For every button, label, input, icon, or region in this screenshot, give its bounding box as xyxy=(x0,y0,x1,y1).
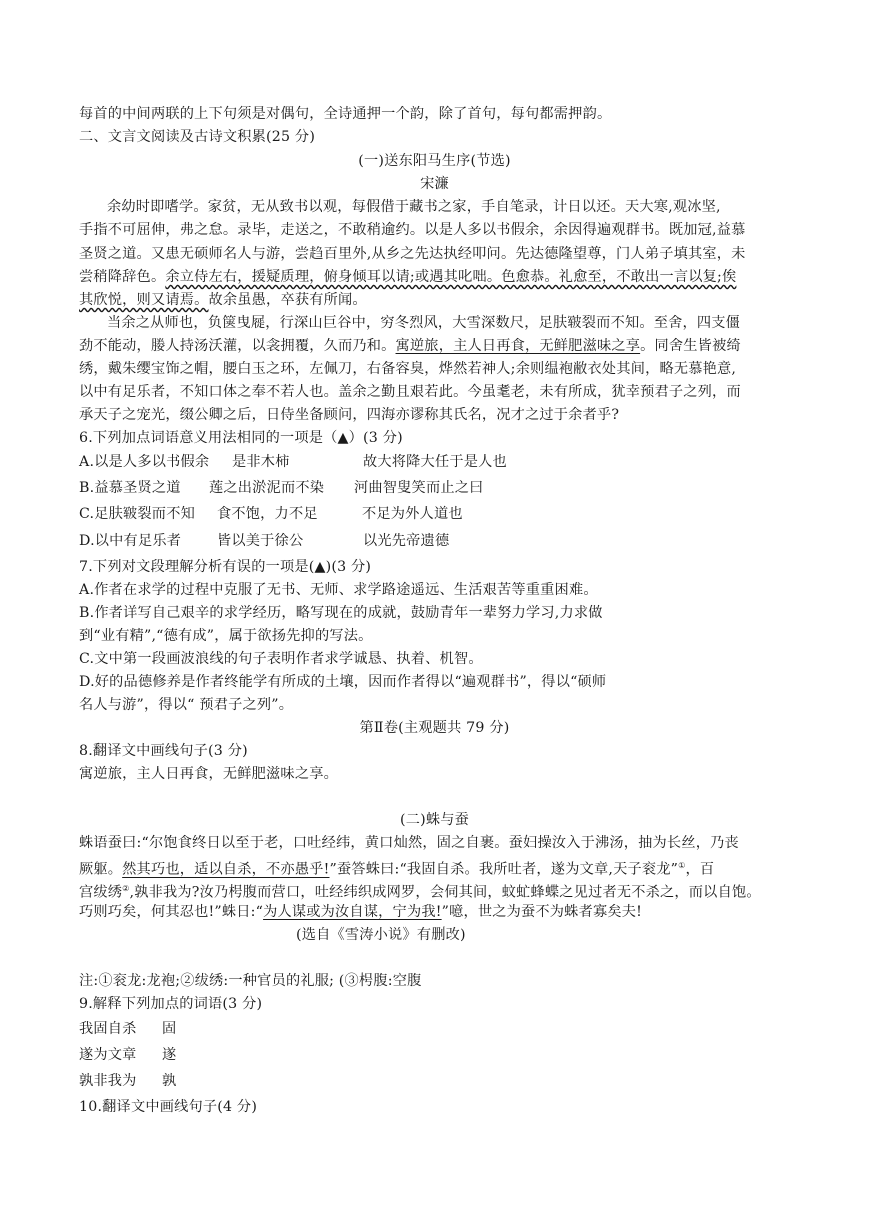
option-text: 是非木柿 xyxy=(232,454,290,470)
paragraph-line xyxy=(79,856,714,880)
passage-title: (一)送东阳马生序(节选) xyxy=(358,153,511,169)
intro-line: 每首的中间两联的上下句须是对偶句，全诗通押一个韵，除了首句，每句都需押韵。 xyxy=(79,106,612,122)
paragraph-line xyxy=(79,336,741,356)
option-6c xyxy=(79,504,463,524)
text-span: 厥躯。 xyxy=(79,861,123,878)
option-text: D.以中有足乐者 xyxy=(79,533,182,549)
option-6b xyxy=(79,478,484,498)
option-7d: D.好的品德修养是作者终能学有所成的土壤，因而作者得以“遍观群书”，得以“硕师 xyxy=(79,674,607,690)
paragraph-line xyxy=(79,902,642,922)
question-9-item xyxy=(79,1045,177,1065)
option-6a xyxy=(79,452,507,472)
wavy-underlined-sentence: 其欣悦，则又请焉。 xyxy=(79,292,209,308)
paragraph-line: 承天子之宠光，缀公卿之后，日侍坐备顾问，四海亦谬称其氏名，况才之过于余者乎? xyxy=(79,407,620,423)
option-text: 不足为外人道也 xyxy=(362,506,463,522)
paragraph-line xyxy=(79,879,761,903)
footnote-mark: ① xyxy=(678,861,686,870)
option-6d xyxy=(79,531,450,551)
wavy-underlined-sentence: 余立侍左右，援疑质理，俯身倾耳以请;或遇其叱咄。色愈恭。礼愈至，不敢出一言以复;俟 xyxy=(165,269,737,285)
text-span: ,孰非我为?汝乃枵腹而营口，吐经纬织成网罗，会伺其间，蚊虻蜂蝶之见过者无不杀之，而以自饱。 xyxy=(129,884,761,901)
text-span: 宫绂绣 xyxy=(79,884,123,901)
text-span: ”蚕答蛛曰:“我固自杀。我所吐者，遂为文章,天子衮龙” xyxy=(329,861,679,878)
answer-word: 孰 xyxy=(162,1073,177,1089)
question-7: 7.下列对文段理解分析有误的一项是(▲)(3 分) xyxy=(79,559,372,575)
paragraph-line: 当余之从师也，负箧曳屣，行深山巨谷中，穷冬烈风，大雪深数尺，足肤皲裂而不知。至舍，四支僵 xyxy=(107,315,741,331)
question-10: 10.翻译文中画线句子(4 分) xyxy=(79,1099,258,1115)
question-8-sentence: 寓逆旅，主人日再食，无鲜肥滋味之享。 xyxy=(79,766,338,782)
option-text: 皆以美于徐公 xyxy=(217,533,304,549)
paragraph-line: 绣，戴朱缨宝饰之帽，腰白玉之环，左佩刀，右备容臭，烨然若神人;余则缊袍敝衣处其间，略无慕艳意, xyxy=(79,361,737,377)
underlined-sentence: 然其巧也，适以自杀，不亦愚乎! xyxy=(122,861,330,878)
answer-word: 固 xyxy=(162,1021,177,1037)
source-note: (选自《雪涛小说》有删改) xyxy=(296,927,466,943)
paragraph-line: 以中有足乐者，不知口体之奉不若人也。盖余之勤且艰若此。今虽耄老，未有所成，犹幸预君子之列，而 xyxy=(79,384,741,400)
option-text: 莲之出淤泥而不染 xyxy=(209,480,325,496)
option-7b-cont: 到“业有精”,“德有成”，属于欲扬先抑的写法。 xyxy=(79,628,373,644)
text-span: 。同舍生皆被绮 xyxy=(640,338,741,354)
volume-heading: 第Ⅱ卷(主观题共 79 分) xyxy=(359,720,510,736)
text-span: 劲不能动，媵人持汤沃灌，以衾拥覆，久而乃和。 xyxy=(79,338,396,354)
option-7b: B.作者详写自己艰辛的求学经历，略写现在的成就，鼓励青年一辈努力学习,力求做 xyxy=(79,605,603,621)
option-text: 食不饱，力不足 xyxy=(217,506,318,522)
option-text: A.以是人多以书假余 xyxy=(79,454,210,470)
paragraph-line xyxy=(79,290,367,310)
paragraph-line: 手指不可屈伸，弗之怠。录毕，走送之，不敢稍逾约。以是人多以书假余，余因得遍观群书。既加冠,益慕 xyxy=(79,222,746,238)
option-7a: A.作者在求学的过程中克服了无书、无师、求学路途遥远、生活艰苦等重重困难。 xyxy=(79,582,598,598)
question-9: 9.解释下列加点的词语(3 分) xyxy=(79,996,263,1012)
paragraph-line: 蛛语蚕曰:“尔饱食终日以至于老，口吐经纬，黄口灿然，固之自裹。蚕妇操汝入于沸汤，抽为长丝，乃丧 xyxy=(79,835,739,851)
underlined-sentence: 为人谋或为汝自谋，宁为我! xyxy=(263,904,442,920)
passage-author: 宋濂 xyxy=(420,176,449,192)
phrase: 遂为文章 xyxy=(79,1047,137,1063)
option-text: C.足肤皲裂而不知 xyxy=(79,506,195,522)
section-heading: 二、文言文阅读及古诗文积累(25 分) xyxy=(79,129,316,145)
passage-title: (二)蛛与蚕 xyxy=(399,812,470,828)
footnotes: 注:①衮龙:龙袍;②绂绣:一种官员的礼服; (③枵腹:空腹 xyxy=(79,973,422,989)
footnote-mark: ② xyxy=(122,884,130,893)
text-span: 巧则巧矣，何其忍也!”蛛日:“ xyxy=(79,904,264,920)
option-text: B.益慕圣贤之道 xyxy=(79,480,181,496)
option-text: 河曲智叟笑而止之曰 xyxy=(354,480,484,496)
paragraph-line: 余幼时即嗜学。家贫，无从致书以观，每假借于藏书之家，手自笔录，计日以还。天大寒,观冰坚, xyxy=(107,199,721,215)
text-span: 故余虽愚，卒获有所闻。 xyxy=(208,292,367,308)
underlined-sentence: 寓逆旅，主人日再食，无鲜肥滋味之享 xyxy=(395,338,641,354)
question-9-item xyxy=(79,1019,177,1039)
question-8: 8.翻译文中画线句子(3 分) xyxy=(79,743,248,759)
text-span: 尝稍降辞色。 xyxy=(79,269,166,285)
paragraph-line xyxy=(79,267,736,287)
option-7c: C.文中第一段画波浪线的句子表明作者求学诚恳、执着、机智。 xyxy=(79,651,483,667)
phrase: 我固自杀 xyxy=(79,1021,137,1037)
text-span: ，百 xyxy=(685,861,715,878)
phrase: 孰非我为 xyxy=(79,1073,137,1089)
option-text: 故大将降大任于是人也 xyxy=(363,454,507,470)
option-text: 以光先帝遗德 xyxy=(363,533,450,549)
question-6: 6.下列加点词语意义用法相同的一项是（▲）(3 分) xyxy=(79,430,403,446)
paragraph-line: 圣贤之道。又患无硕师名人与游，尝趋百里外,从乡之先达执经叩问。先达德隆望尊，门人弟子填其室，未 xyxy=(79,246,746,262)
option-7d-cont: 名人与游”，得以“ 预君子之列”。 xyxy=(79,697,294,713)
text-span: ”噫，世之为蚕不为蛛者寡矣夫! xyxy=(441,904,643,920)
question-9-item xyxy=(79,1071,177,1091)
answer-word: 遂 xyxy=(162,1047,177,1063)
